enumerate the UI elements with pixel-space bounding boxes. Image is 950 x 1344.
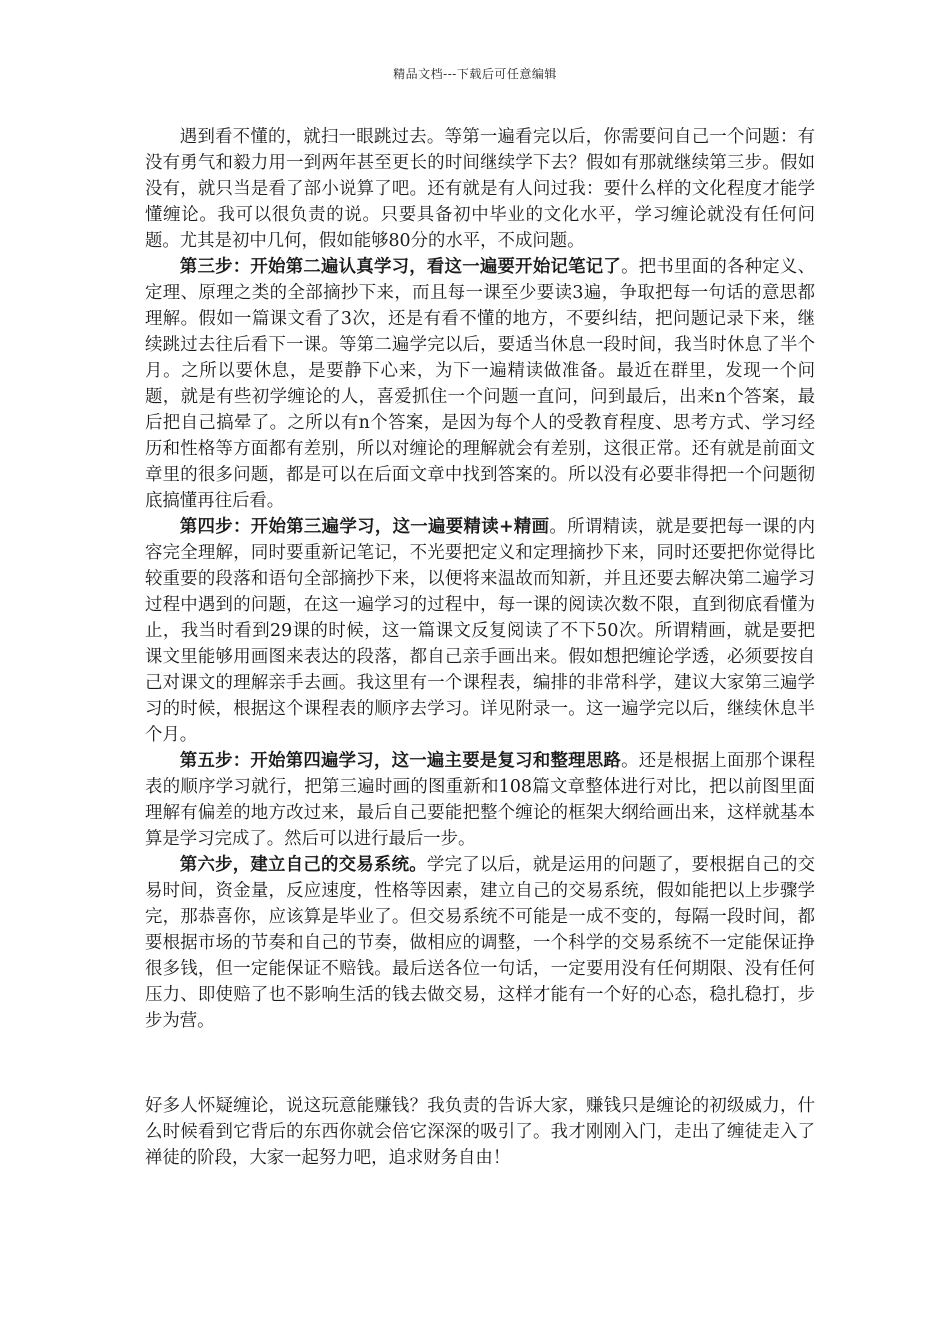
- paragraph-step-6: [145, 852, 815, 1034]
- closing-section: [145, 1093, 815, 1171]
- paragraph-intro: [145, 124, 815, 254]
- paragraph-step-5: [145, 748, 815, 852]
- document-body: [145, 124, 815, 1034]
- paragraph-step-4: [145, 514, 815, 748]
- step-heading: 第四步：开始第三遍学习，这一遍要精读+精画: [179, 517, 550, 537]
- paragraph-text: 学完了以后，就是运用的问题了，要根据自己的交易时间，资金量，反应速度，性格等因素，建立自己的交易系统，假如能把以上步骤学完，那恭喜你，应该算是毕业了。但交易系统不可能是一成不变的，每隔一段时间，都要根据市场的节奏和自己的节奏，做相应的调整，一个科学的交易系统不一定能保证挣很多钱，但一定能保证不赔钱。最后送各位一句话，一定要用没有任何期限、没有任何压力、即使赔了也不影响生活的钱去做交易，这样才能有一个好的心态，稳扎稳打，步步为营。: [145, 855, 815, 1031]
- paragraph-text: 。还是根据上面那个课程表的顺序学习就行，把第三遍时画的图重新和108篇文章整体进行对比，把以前图里面理解有偏差的地方改过来，最后自己要能把整个缠论的框架大纲给画出来，这样就基本算是学习完成了。然后可以进行最后一步。: [145, 751, 815, 849]
- paragraph-text: 。把书里面的各种定义、定理、原理之类的全部摘抄下来，而且每一课至少要读3遍，争取把每一句话的意思都理解。假如一篇课文看了3次，还是有看不懂的地方，不要纠结，把问题记录下来，继续跳过去往后看下一课。等第二遍学完以后，要适当休息一段时间，我当时休息了半个月。之所以要休息，是要静下心来，为下一遍精读做准备。最近在群里，发现一个问题，就是有些初学缠论的人，喜爱抓住一个问题一直问，问到最后，出来n个答案，最后把自己搞晕了。之所以有n个答案，是因为每个人的受教育程度、思考方式、学习经历和性格等方面都有差别，所以对缠论的理解就会有差别，这很正常。还有就是前面文章里的很多问题，都是可以在后面文章中找到答案的。所以没有必要非得把一个问题彻底搞懂再往后看。: [145, 257, 815, 511]
- paragraph-text: 遇到看不懂的，就扫一眼跳过去。等第一遍看完以后，你需要问自己一个问题：有没有勇气和毅力用一到两年甚至更长的时间继续学下去？假如有那就继续第三步。假如没有，就只当是看了部小说算了吧。还有就是有人问过我：要什么样的文化程度才能学懂缠论。我可以很负责的说。只要具备初中毕业的文化水平，学习缠论就没有任何问题。尤其是初中几何，假如能够80分的水平，不成问题。: [145, 127, 815, 251]
- step-heading: 第五步：开始第四遍学习，这一遍主要是复习和整理思路: [179, 751, 622, 771]
- page-header: 精品文档---下载后可任意编辑: [393, 67, 557, 81]
- step-heading: 第三步：开始第二遍认真学习，看这一遍要开始记笔记了: [179, 257, 622, 277]
- paragraph-text: 。所谓精读，就是要把每一课的内容完全理解，同时要重新记笔记，不光要把定义和定理摘抄下来，同时还要把你觉得比较重要的段落和语句全部摘抄下来，以便将来温故而知新，并且还要去解决第二遍学习过程中遇到的问题，在这一遍学习的过程中，每一课的阅读次数不限，直到彻底看懂为止，我当时看到29课的时候，这一篇课文反复阅读了不下50次。所谓精画，就是要把课文里能够用画图来表达的段落，都自己亲手画出来。假如想把缠论学透，必须要按自己对课文的理解亲手去画。我这里有一个课程表，编排的非常科学，建议大家第三遍学习的时候，根据这个课程表的顺序去学习。详见附录一。这一遍学完以后，继续休息半个月。: [145, 517, 815, 745]
- step-heading: 第六步，建立自己的交易系统。: [179, 855, 427, 875]
- paragraph-step-3: [145, 254, 815, 514]
- closing-paragraph: 好多人怀疑缠论，说这玩意能赚钱？我负责的告诉大家，赚钱只是缠论的初级威力，什么时候看到它背后的东西你就会倍它深深的吸引了。我才刚刚入门，走出了缠徒走入了禅徒的阶段，大家一起努力吧，追求财务自由！: [145, 1096, 815, 1168]
